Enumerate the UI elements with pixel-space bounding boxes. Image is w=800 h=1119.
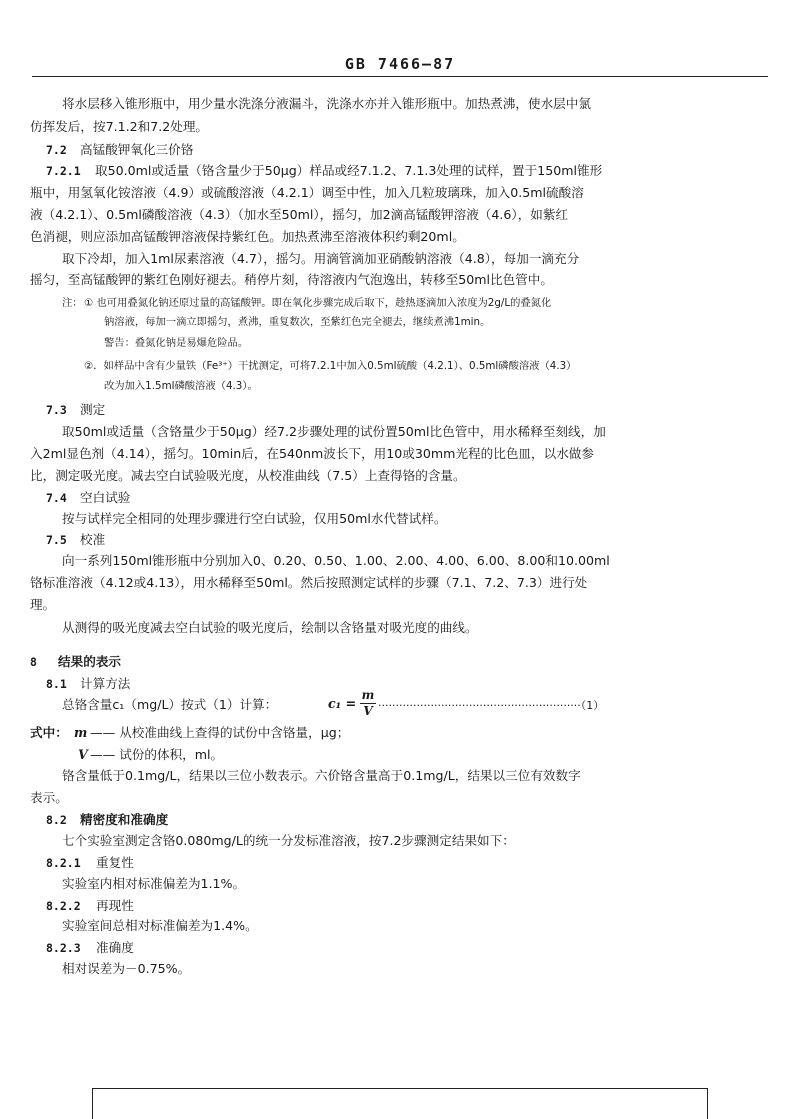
paragraph-line: 取50ml或适量（含铬量少于50μg）经7.2步骤处理的试份置50ml比色管中，用水稀释至刻线，加 [62, 424, 606, 439]
note-line: 钠溶液，每加一滴立即摇匀，煮沸，重复数次，至紫红色完全褪去，继续煮沸1min。 [104, 316, 491, 328]
paragraph-line: 表示。 [30, 790, 68, 805]
section-title: 高锰酸钾氧化三价铬 [80, 142, 194, 157]
note-label: 注： [62, 297, 83, 309]
section-title: 精密度和准确度 [80, 812, 169, 827]
section-title: 测定 [80, 402, 106, 417]
paragraph-line: 理。 [30, 597, 56, 612]
paragraph-line: 相对误差为－0.75%。 [62, 961, 191, 976]
section-title: 再现性 [96, 898, 134, 913]
section-number: 8.2.2 [46, 899, 81, 913]
note-line: ②．如样品中含有少量铁（Fe³⁺）干扰测定，可将7.2.1中加入0.5ml硫酸（4.2.1）、0.5ml磷酸溶液（4.3） [84, 360, 577, 372]
equation-reference: ··························································（1） [378, 699, 605, 712]
where-label: 式中： [30, 725, 68, 740]
paragraph-line: 向一系列150ml锥形瓶中分别加入0、0.20、0.50、1.00、2.00、4.00、6.00、8.00和10.00ml [62, 553, 610, 568]
paragraph-line: 铬标准溶液（4.12或4.13），用水稀释至50ml。然后按照测定试样的步骤（7.1、7.2、7.3）进行处 [30, 575, 588, 590]
paragraph-line: 从测得的吸光度减去空白试验的吸光度后，绘制以含铬量对吸光度的曲线。 [62, 620, 478, 635]
section-title: 校准 [80, 532, 106, 547]
where-symbol: m [74, 725, 88, 740]
equation-fraction [360, 689, 376, 718]
paragraph-line: 七个实验室测定含铬0.080mg/L的统一分发标准溶液，按7.2步骤测定结果如下： [62, 833, 515, 848]
equation-numerator: m [361, 688, 375, 702]
section-title: 重复性 [96, 855, 134, 870]
paragraph-line: 按与试样完全相同的处理步骤进行空白试验，仅用50ml水代替试样。 [62, 511, 447, 526]
where-symbol: V [78, 747, 88, 762]
paragraph-line: 将水层移入锥形瓶中，用少量水洗涤分液漏斗，洗涤水亦并入锥形瓶中。加热煮沸，使水层中氯 [62, 96, 591, 111]
paragraph-line: 铬含量低于0.1mg/L，结果以三位小数表示。六价铬含量高于0.1mg/L，结果以三位有效数字 [62, 768, 581, 783]
section-title: 计算方法 [80, 676, 131, 691]
where-definition: —— 从校准曲线上查得的试份中含铬量，μg； [90, 725, 350, 740]
paragraph-line: 瓶中，用氢氧化铵溶液（4.9）或硫酸溶液（4.2.1）调至中性，加入几粒玻璃珠，加入0.5ml硫酸溶 [30, 185, 584, 200]
section-number: 8.2 [46, 813, 67, 827]
section-number: 7.2.1 [46, 164, 81, 178]
section-number: 8.2.3 [46, 941, 81, 955]
section-number: 8 [30, 655, 37, 669]
footer-box [92, 1088, 708, 1119]
section-number: 8.2.1 [46, 856, 81, 870]
paragraph-line: 实验室间总相对标准偏差为1.4%。 [62, 918, 258, 933]
paragraph-line: 入2ml显色剂（4.14），摇匀。10min后，在540nm波长下，用10或30mm光程的比色皿，以水做参 [30, 446, 594, 461]
section-number: 7.4 [46, 491, 67, 505]
section-title: 空白试验 [80, 490, 131, 505]
paragraph-line: 仿挥发后，按7.1.2和7.2处理。 [30, 119, 209, 134]
paragraph-line: 实验室内相对标准偏差为1.1%。 [62, 876, 246, 891]
header-rule [32, 76, 768, 77]
paragraph-line: 液（4.2.1）、0.5ml磷酸溶液（4.3）（加水至50ml），摇匀，加2滴高锰酸钾溶液（4.6），如紫红 [30, 207, 569, 222]
section-number: 7.2 [46, 143, 67, 157]
equation-lhs: c₁ = [328, 696, 357, 711]
section-number: 8.1 [46, 677, 67, 691]
paragraph-line: 取下冷却，加入1ml尿素溶液（4.7），摇匀。用滴管滴加亚硝酸钠溶液（4.8），每加一滴充分 [62, 251, 580, 266]
section-number: 7.3 [46, 403, 67, 417]
section-number: 7.5 [46, 533, 67, 547]
note-line: ① 也可用叠氮化钠还原过量的高锰酸钾。即在氧化步骤完成后取下，趁热逐滴加入浓度为2g/L的叠氮化 [84, 297, 552, 309]
paragraph-line: 总铬含量c₁（mg/L）按式（1）计算： [62, 697, 278, 712]
paragraph-line: 色消褪，则应添加高锰酸钾溶液保持紫红色。加热煮沸至溶液体积约剩20ml。 [30, 229, 465, 244]
note-line: 改为加入1.5ml磷酸溶液（4.3）。 [104, 380, 258, 392]
paragraph-line: 比，测定吸光度。减去空白试验吸光度，从校准曲线（7.5）上查得铬的含量。 [30, 468, 466, 483]
note-warning: 警告：叠氮化钠是易爆危险品。 [104, 337, 249, 349]
where-definition: —— 试份的体积，ml。 [90, 747, 224, 762]
page-header: GB 7466—87 [344, 55, 456, 73]
paragraph-line: 摇匀，至高锰酸钾的紫红色刚好褪去。稍停片刻，待溶液内气泡逸出，转移至50ml比色管中。 [30, 272, 553, 287]
section-title: 准确度 [96, 940, 134, 955]
section-title: 结果的表示 [58, 654, 121, 669]
paragraph-line: 取50.0ml或适量（铬含量少于50μg）样品或经7.1.2、7.1.3处理的试样，置于150ml锥形 [95, 163, 603, 178]
equation-denominator: V [363, 704, 373, 718]
